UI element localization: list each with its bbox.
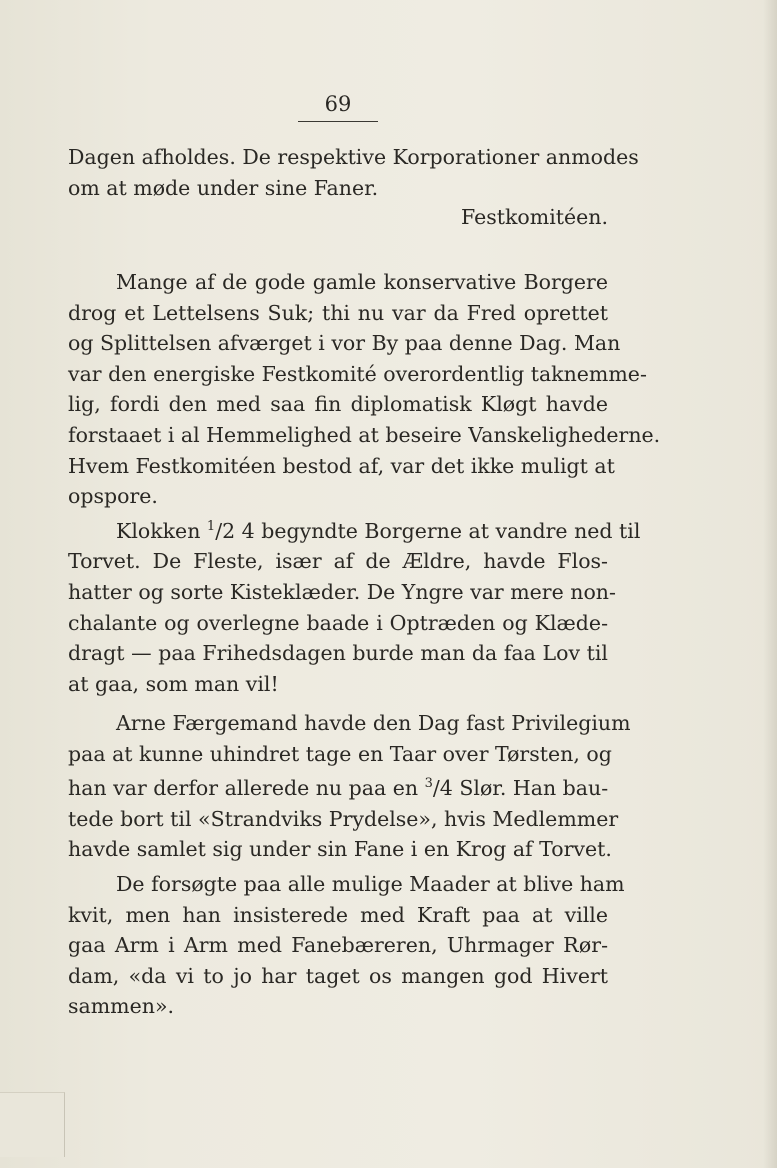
signature: Festkomitéen. <box>461 205 608 229</box>
text-line: gaa Arm i Arm med Fanebæreren, Uhrmager Rør- <box>68 933 608 958</box>
paragraph-2 <box>68 267 661 512</box>
text-line: hatter og sorte Kisteklæder. De Yngre var mere non- <box>68 580 616 605</box>
paragraph-5 <box>68 869 625 1022</box>
fraction-numerator: 3 <box>424 776 433 792</box>
text-fragment: begyndte Borgerne at vandre ned til <box>254 518 641 543</box>
scan-corner-mark <box>0 1092 65 1157</box>
text-line: drog et Lettelsens Suk; thi nu var da Fred oprettet <box>68 300 608 325</box>
text-line: lig, fordi den med saa fin diplomatisk Kløgt havde <box>68 392 608 417</box>
paragraph-3 <box>68 512 641 699</box>
text-line: sammen». <box>68 994 175 1019</box>
text-line: chalante og overlegne baade i Optræden og Klæde- <box>68 610 608 635</box>
text-line: dragt — paa Frihedsdagen burde man da faa Lov til <box>68 641 608 666</box>
text-line <box>68 769 608 803</box>
paragraph-1 <box>68 142 639 203</box>
text-line <box>68 512 641 546</box>
text-line: Mange af de gode gamle konservative Borgere <box>116 270 608 294</box>
page-edge-shadow <box>763 0 777 1168</box>
text-fragment: /4 Slør. Han bau- <box>432 776 609 801</box>
text-line: Dagen afholdes. De respektive Korporationer anmodes <box>68 145 639 169</box>
fraction-numerator: 1 <box>206 519 216 534</box>
fraction-rest: /2 4 <box>215 518 255 543</box>
text-line: De forsøgte paa alle mulige Maader at blive ham <box>116 872 625 896</box>
text-fragment: han var derfor allerede nu paa en <box>68 776 425 801</box>
page-number: 69 <box>324 92 352 116</box>
page-number-rule <box>298 121 378 122</box>
text-line: tede bort til «Strandviks Prydelse», hvis Medlemmer <box>68 806 619 831</box>
text-line: havde samlet sig under sin Fane i en Krog af Torvet. <box>68 837 612 862</box>
text-line: Arne Færgemand havde den Dag fast Privilegium <box>116 711 631 735</box>
text-line: og Splittelsen afværget i vor By paa denne Dag. Man <box>68 331 621 356</box>
text-line: var den energiske Festkomité overordentlig taknemme- <box>68 361 647 386</box>
text-line: kvit, men han insisterede med Kraft paa at ville <box>68 902 608 927</box>
text-line: forstaaet i al Hemmelighed at beseire Vanskelighederne. <box>68 422 661 447</box>
paragraph-4 <box>68 708 631 865</box>
text-line: om at møde under sine Faner. <box>68 175 379 200</box>
text-line: dam, «da vi to jo har taget os mangen god Hivert <box>68 963 608 988</box>
text-line: paa at kunne uhindret tage en Taar over Tørsten, og <box>68 741 612 766</box>
text-line: opspore. <box>68 484 158 509</box>
text-line: Hvem Festkomitéen bestod af, var det ikke muligt at <box>68 453 615 478</box>
text-line: Torvet. De Fleste, især af de Ældre, havde Flos- <box>68 549 608 574</box>
text-fragment: Klokken <box>116 518 207 543</box>
text-line: at gaa, som man vil! <box>68 671 279 696</box>
